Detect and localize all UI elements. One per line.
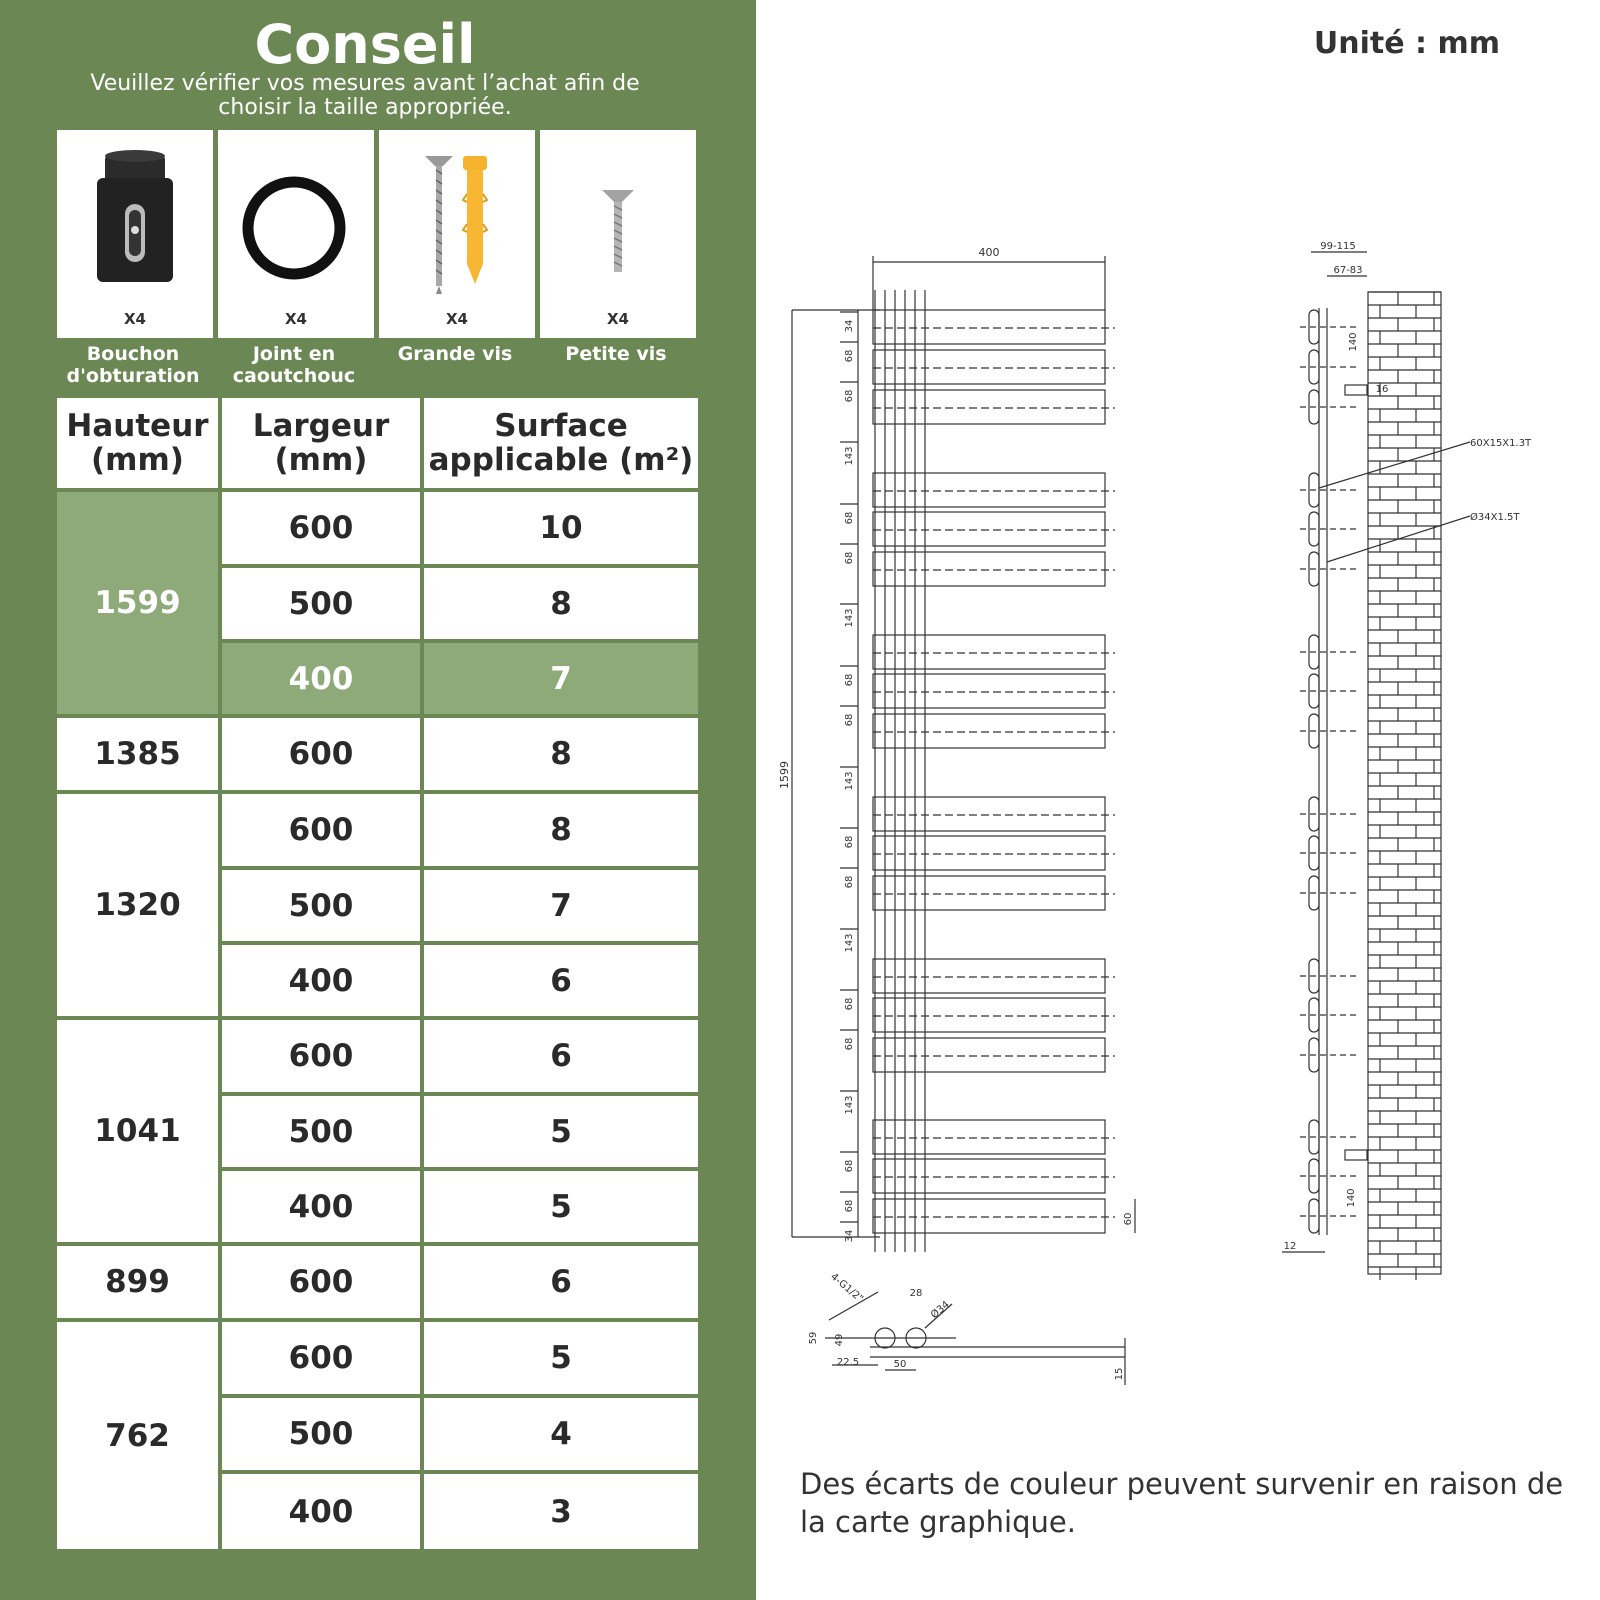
wall-bracket-top [1345, 385, 1367, 395]
surface-cell: 5 [424, 1171, 698, 1242]
accessory-card-large-screw [379, 130, 535, 338]
accessory-qty: X4 [284, 310, 307, 328]
height-cell: 899 [57, 1246, 218, 1318]
towel-bar [873, 350, 1105, 384]
spacing-dim-label: 143 [844, 1095, 855, 1115]
accessory-card-plug [57, 130, 213, 338]
side-view [1282, 241, 1532, 1280]
bracket-offset-bottom-label: 140 [1346, 1188, 1357, 1208]
height-cell: 1320 [57, 794, 218, 1016]
accessory-qty: X4 [445, 310, 468, 328]
advice-title: Conseil [254, 13, 476, 76]
towel-bar [873, 635, 1105, 669]
towel-bar [873, 674, 1105, 708]
connection-label: 4-G1/2" [828, 1271, 865, 1305]
accessory-card-small-screw [540, 130, 696, 338]
spacing-dim-label: 68 [844, 875, 855, 889]
bracket-size-label: 16 [1375, 384, 1389, 395]
accessory-name: Bouchon d'obturation [66, 343, 200, 387]
bar-profile-label: 60X15X1.3T [1470, 438, 1532, 449]
bar-distance-label: 67-83 [1333, 265, 1363, 276]
wall-bracket-bottom [1345, 1150, 1367, 1160]
front-view [778, 246, 1135, 1252]
spacing-dim-label: 34 [844, 319, 855, 333]
screw-and-anchor-icon [379, 134, 535, 302]
dim-49-label: 49 [834, 1333, 845, 1347]
width-cell: 500 [222, 568, 420, 639]
width-cell: 500 [222, 1096, 420, 1167]
towel-bar [873, 1038, 1105, 1072]
towel-bar [873, 512, 1105, 546]
technical-drawing [770, 230, 1550, 1430]
spacing-dim-label: 143 [844, 446, 855, 466]
towel-bar [873, 1159, 1105, 1193]
accessory-qty: X4 [123, 310, 146, 328]
pipe-spacing-label: 28 [909, 1288, 923, 1299]
surface-cell: 6 [424, 1020, 698, 1092]
surface-cell: 3 [424, 1474, 698, 1549]
spacing-dim-label: 68 [844, 1199, 855, 1213]
width-cell: 400 [222, 1474, 420, 1549]
header-surface: Surface applicable (m²) [424, 398, 698, 488]
bracket-offset-top-label: 140 [1348, 332, 1359, 352]
spacing-dim-label: 68 [844, 835, 855, 849]
bottom-view [808, 1271, 1125, 1385]
dim-59-label: 59 [808, 1331, 819, 1345]
towel-bar [873, 552, 1105, 586]
leader-line [1319, 442, 1470, 488]
advice-subtitle: Veuillez vérifier vos mesures avant l’achat afin de choisir la taille appropriée. [90, 71, 640, 120]
height-cell: 762 [57, 1322, 218, 1549]
width-cell: 500 [222, 870, 420, 941]
surface-cell: 10 [424, 492, 698, 564]
spacing-dim-label: 68 [844, 551, 855, 565]
height-cell: 1599 [57, 492, 218, 714]
width-cell: 600 [222, 718, 420, 790]
surface-cell: 7 [424, 870, 698, 941]
surface-cell: 8 [424, 568, 698, 639]
surface-cell: 8 [424, 794, 698, 866]
surface-cell: 5 [424, 1096, 698, 1167]
spacing-dim-label: 68 [844, 713, 855, 727]
spacing-dim-label: 68 [844, 673, 855, 687]
header-width: Largeur (mm) [222, 398, 420, 488]
width-cell: 400 [222, 945, 420, 1016]
wall [1368, 292, 1441, 1274]
towel-bar [873, 797, 1105, 831]
small-screw-icon [540, 134, 696, 302]
surface-cell: 5 [424, 1322, 698, 1394]
width-cell: 500 [222, 1398, 420, 1470]
pipe-profile-label: Ø34X1.5T [1470, 512, 1520, 523]
pipe-diameter-label: Ø34 [928, 1299, 952, 1321]
accessory-card-ring [218, 130, 374, 338]
accessory-name: Petite vis [565, 343, 667, 365]
towel-bar [873, 1199, 1105, 1233]
spacing-dim-label: 68 [844, 389, 855, 403]
width-cell: 600 [222, 492, 420, 564]
towel-bar [873, 836, 1105, 870]
unit-label: Unité : mm [1313, 26, 1500, 61]
spacing-dim-label: 34 [844, 1229, 855, 1243]
surface-cell: 6 [424, 945, 698, 1016]
spacing-dim-label: 68 [844, 1159, 855, 1173]
width-cell: 600 [222, 1020, 420, 1092]
accessory-qty: X4 [606, 310, 629, 328]
width-cell: 400 [222, 1171, 420, 1242]
dim-15-label: 15 [1114, 1367, 1125, 1381]
height-cell: 1041 [57, 1020, 218, 1242]
spacing-dim-label: 143 [844, 771, 855, 791]
spacing-dim-label: 68 [844, 511, 855, 525]
size-table [57, 398, 698, 1549]
dim-22-5-label: 22.5 [836, 1357, 860, 1368]
depth-dim-label: 60 [1123, 1212, 1134, 1226]
surface-cell-highlighted: 7 [424, 643, 698, 714]
towel-bar [873, 473, 1105, 507]
spacing-dim-label: 143 [844, 933, 855, 953]
width-cell: 600 [222, 1246, 420, 1318]
rubber-ring-icon [218, 134, 374, 302]
towel-bar [873, 1120, 1105, 1154]
color-disclaimer: Des écarts de couleur peuvent survenir en raison de la carte graphique. [800, 1467, 1564, 1539]
surface-cell: 8 [424, 718, 698, 790]
height-cell: 1385 [57, 718, 218, 790]
towel-bar [873, 876, 1105, 910]
dim-50-label: 50 [893, 1359, 907, 1370]
towel-bar [873, 390, 1105, 424]
spacing-dim-label: 68 [844, 1037, 855, 1051]
accessory-name: Grande vis [397, 343, 513, 365]
spacing-dim-label: 68 [844, 997, 855, 1011]
header-height: Hauteur (mm) [57, 398, 218, 488]
towel-bar [873, 959, 1105, 993]
spacing-dim-label: 143 [844, 608, 855, 628]
towel-bar [873, 998, 1105, 1032]
towel-bar [873, 310, 1105, 344]
wall-distance-label: 99-115 [1320, 241, 1356, 252]
advice-panel [0, 0, 756, 1600]
accessory-name: Joint en caoutchouc [232, 343, 356, 387]
plug-cap-icon [57, 134, 213, 302]
base-offset-label: 12 [1283, 1241, 1297, 1252]
width-cell-highlighted: 400 [222, 643, 420, 714]
width-cell: 600 [222, 794, 420, 866]
surface-cell: 6 [424, 1246, 698, 1318]
width-cell: 600 [222, 1322, 420, 1394]
towel-bar [873, 714, 1105, 748]
spacing-dim-label: 68 [844, 349, 855, 363]
surface-cell: 4 [424, 1398, 698, 1470]
height-dim-label: 1599 [778, 761, 791, 789]
width-dim-label: 400 [978, 246, 1000, 259]
